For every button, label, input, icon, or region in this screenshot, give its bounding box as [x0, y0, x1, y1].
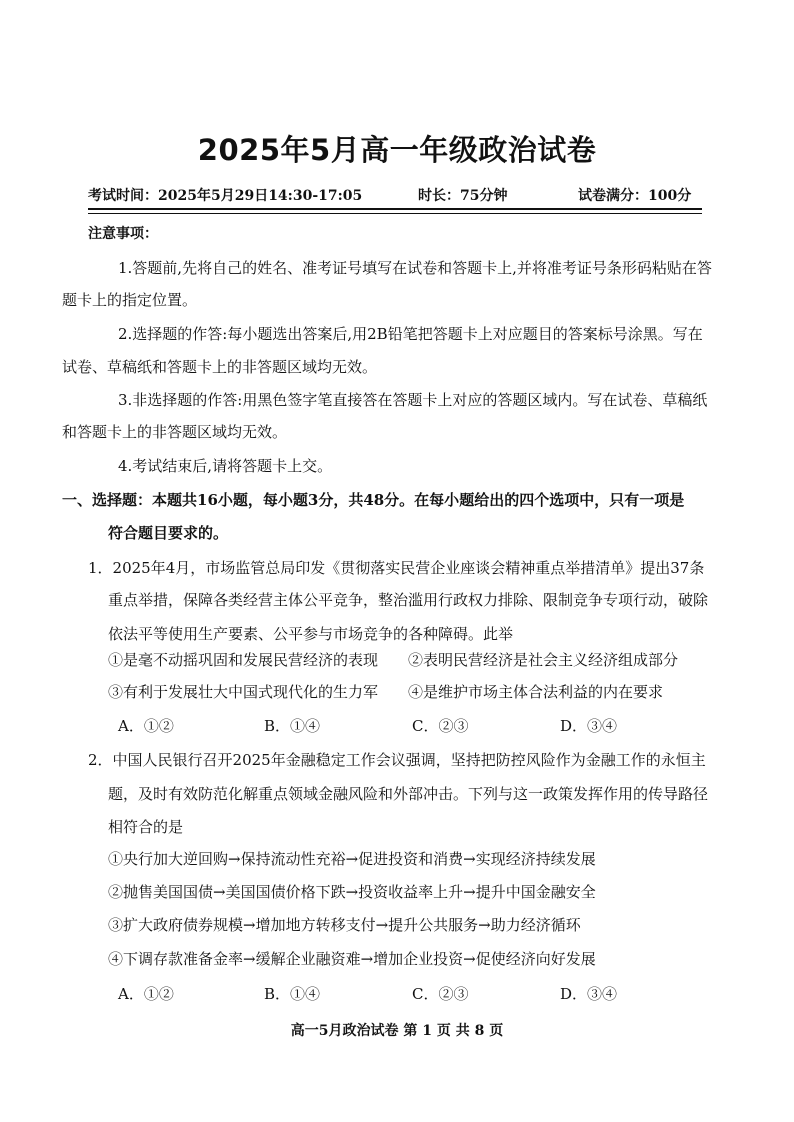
question-1-option-a: A．①② [118, 717, 174, 735]
question-1-statement: ③有利于发展壮大中国式现代化的生力军 [108, 683, 379, 701]
notice-line: 题卡上的指定位置。 [62, 291, 198, 309]
exam-duration: 时长：75分钟 [418, 188, 508, 204]
header-rule-thin [88, 213, 702, 214]
question-2-statement: ②抛售美国国债→美国国债价格下跌→投资收益率上升→提升中国金融安全 [108, 883, 596, 901]
question-2-statement: ④下调存款准备金率→缓解企业融资难→增加企业投资→促使经济向好发展 [108, 950, 596, 968]
header-rule [88, 208, 702, 210]
page-footer: 高一5月政治试卷 第 1 页 共 8 页 [290, 1023, 504, 1039]
question-2-statement: ③扩大政府债券规模→增加地方转移支付→提升公共服务→助力经济循环 [108, 916, 581, 934]
question-2-stem: 2．中国人民银行召开2025年金融稳定工作会议强调，坚持把防控风险作为金融工作的永恒主 [88, 751, 706, 769]
section-heading: 一、选择题：本题共16小题，每小题3分，共48分。在每小题给出的四个选项中，只有一项是 [62, 491, 685, 509]
section-heading-cont: 符合题目要求的。 [108, 524, 229, 542]
exam-time: 考试时间：2025年5月29日14:30-17:05 [88, 188, 363, 204]
full-score: 试卷满分：100分 [578, 188, 692, 204]
question-1-stem: 依法平等使用生产要素、公平参与市场竞争的各种障碍。此举 [108, 625, 514, 643]
question-2-option-a: A．①② [118, 985, 174, 1003]
notice-line: 1.答题前,先将自己的姓名、准考证号填写在试卷和答题卡上,并将准考证号条形码粘贴在答 [118, 259, 712, 277]
exam-title: 2025年5月高一年级政治试卷 [197, 133, 597, 167]
question-2-option-b: B．①④ [264, 985, 321, 1003]
notice-line: 2.选择题的作答:每小题选出答案后,用2B铅笔把答题卡上对应题目的答案标号涂黑。写在 [118, 325, 703, 343]
question-2-stem: 题，及时有效防范化解重点领域金融风险和外部冲击。下列与这一政策发挥作用的传导路径 [108, 785, 709, 803]
question-1-statement: ④是维护市场主体合法利益的内在要求 [408, 683, 664, 701]
question-2-option-d: D．③④ [560, 985, 618, 1003]
question-2-stem: 相符合的是 [108, 818, 184, 836]
question-1-statement: ②表明民营经济是社会主义经济组成部分 [408, 651, 679, 669]
question-1-option-b: B．①④ [264, 717, 321, 735]
question-1-option-c: C．②③ [412, 717, 469, 735]
question-1-statement: ①是毫不动摇巩固和发展民营经济的表现 [108, 651, 379, 669]
question-2-statement: ①央行加大逆回购→保持流动性充裕→促进投资和消费→实现经济持续发展 [108, 850, 596, 868]
notice-heading: 注意事项： [88, 226, 158, 242]
notice-line: 试卷、草稿纸和答题卡上的非答题区域均无效。 [62, 358, 378, 376]
question-1-option-d: D．③④ [560, 717, 618, 735]
question-2-option-c: C．②③ [412, 985, 469, 1003]
notice-line: 3.非选择题的作答:用黑色签字笔直接答在答题卡上对应的答题区域内。写在试卷、草稿纸 [118, 391, 708, 409]
question-1-stem: 重点举措，保障各类经营主体公平竞争，整治滥用行政权力排除、限制竞争专项行动，破除 [108, 591, 709, 609]
question-1-stem: 1．2025年4月，市场监管总局印发《贯彻落实民营企业座谈会精神重点举措清单》提出37条 [88, 559, 705, 577]
notice-line: 4.考试结束后,请将答题卡上交。 [118, 457, 333, 475]
notice-line: 和答题卡上的非答题区域均无效。 [62, 423, 288, 441]
